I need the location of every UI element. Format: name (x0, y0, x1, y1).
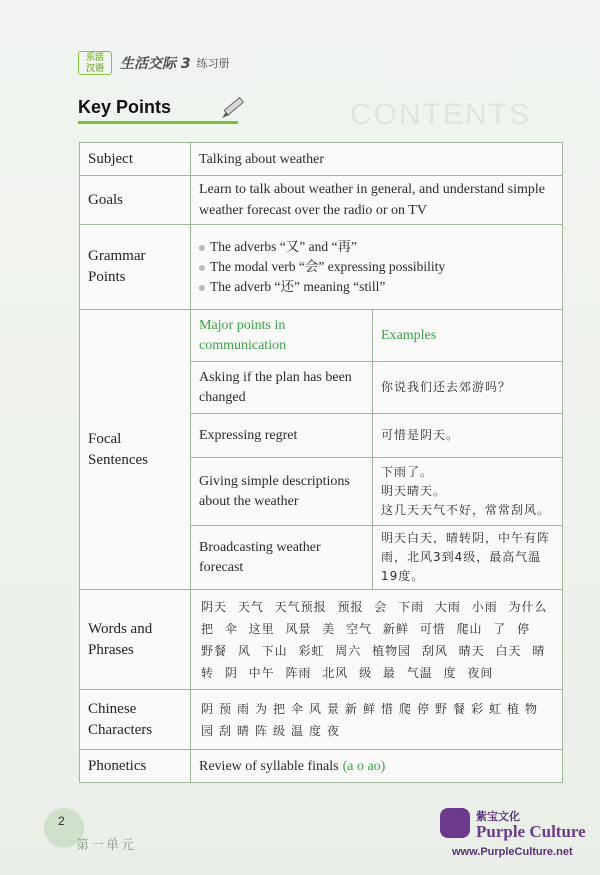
page-number: 2 (58, 814, 65, 828)
focal-example: 明天白天，晴转阴，中午有阵雨，北风3到4级，最高气温19度。 (373, 526, 563, 590)
focal-col-points: Major points in communication (191, 310, 373, 362)
chars-value: 阴预雨为把伞风景新鲜惜爬停野餐彩虹植物园刮晴阵级温度夜 (191, 690, 563, 750)
focal-point: Broadcasting weather forecast (191, 526, 373, 590)
row-focal-header (80, 310, 563, 362)
workbook-label: 练习册 (196, 57, 230, 70)
row-phonetics (80, 750, 563, 783)
phonetics-value: Review of syllable finals (a o ao) (191, 750, 563, 783)
row-chars (80, 690, 563, 750)
focal-point: Expressing regret (191, 414, 373, 458)
row-grammar (80, 225, 563, 310)
title-underline (78, 121, 238, 124)
bullet-icon (199, 265, 205, 271)
focal-label: Focal Sentences (80, 310, 191, 590)
bullet-icon (199, 285, 205, 291)
bullet-icon (199, 245, 205, 251)
goals-label: Goals (80, 176, 191, 225)
phonetics-finals: (a o ao) (342, 758, 386, 774)
focal-example: 下雨了。 明天晴天。 这几天天气不好，常常刮风。 (373, 458, 563, 526)
row-goals (80, 176, 563, 225)
brand-url[interactable]: www.PurpleCulture.net (452, 846, 573, 858)
focal-example: 你说我们还去郊游吗？ (373, 362, 563, 414)
grammar-item: The modal verb “会” expressing possibility (199, 257, 554, 277)
row-words (80, 590, 563, 690)
book-header (78, 50, 230, 76)
chars-label: Chinese Characters (80, 690, 191, 750)
subject-value: Talking about weather (191, 143, 563, 176)
watermark-text: CONTENTS (350, 98, 531, 131)
unit-label: 第一单元 (76, 838, 137, 853)
grammar-item: The adverbs “又” and “再” (199, 237, 554, 257)
series-title: 生活交际 3 (120, 56, 191, 72)
goals-value: Learn to talk about weather in general, and understand simple weather forecast over the radio or on TV (191, 176, 563, 225)
focal-col-examples: Examples (373, 310, 563, 362)
grammar-item: The adverb “还” meaning “still” (199, 277, 554, 297)
brand-cn: 紫宝文化 (476, 810, 520, 823)
brand-name: Purple Culture (476, 822, 586, 841)
grammar-points (191, 225, 563, 310)
words-label: Words and Phrases (80, 590, 191, 690)
row-subject (80, 143, 563, 176)
focal-point: Giving simple descriptions about the weather (191, 458, 373, 526)
key-points-table (79, 142, 563, 783)
series-logo: 乐活 汉语 (78, 51, 112, 75)
focal-point: Asking if the plan has been changed (191, 362, 373, 414)
phonetics-label: Phonetics (80, 750, 191, 783)
section-title: Key Points (78, 97, 172, 117)
pencil-icon (218, 92, 248, 122)
focal-example: 可惜是阴天。 (373, 414, 563, 458)
grammar-label: Grammar Points (80, 225, 191, 310)
words-value: 阴天 天气 天气预报 预报 会 下雨 大雨 小雨 为什么 把 伞 这里 风景 美 空气 新鲜 可惜 爬山 了 停 野餐 风 下山 彩虹 周六 植物园 刮风 晴天 白天 晴 转 阴 中午 阵雨 北风 级 最 气温 度 夜间 (191, 590, 563, 690)
subject-label: Subject (80, 143, 191, 176)
brand-logo-icon (440, 808, 470, 838)
